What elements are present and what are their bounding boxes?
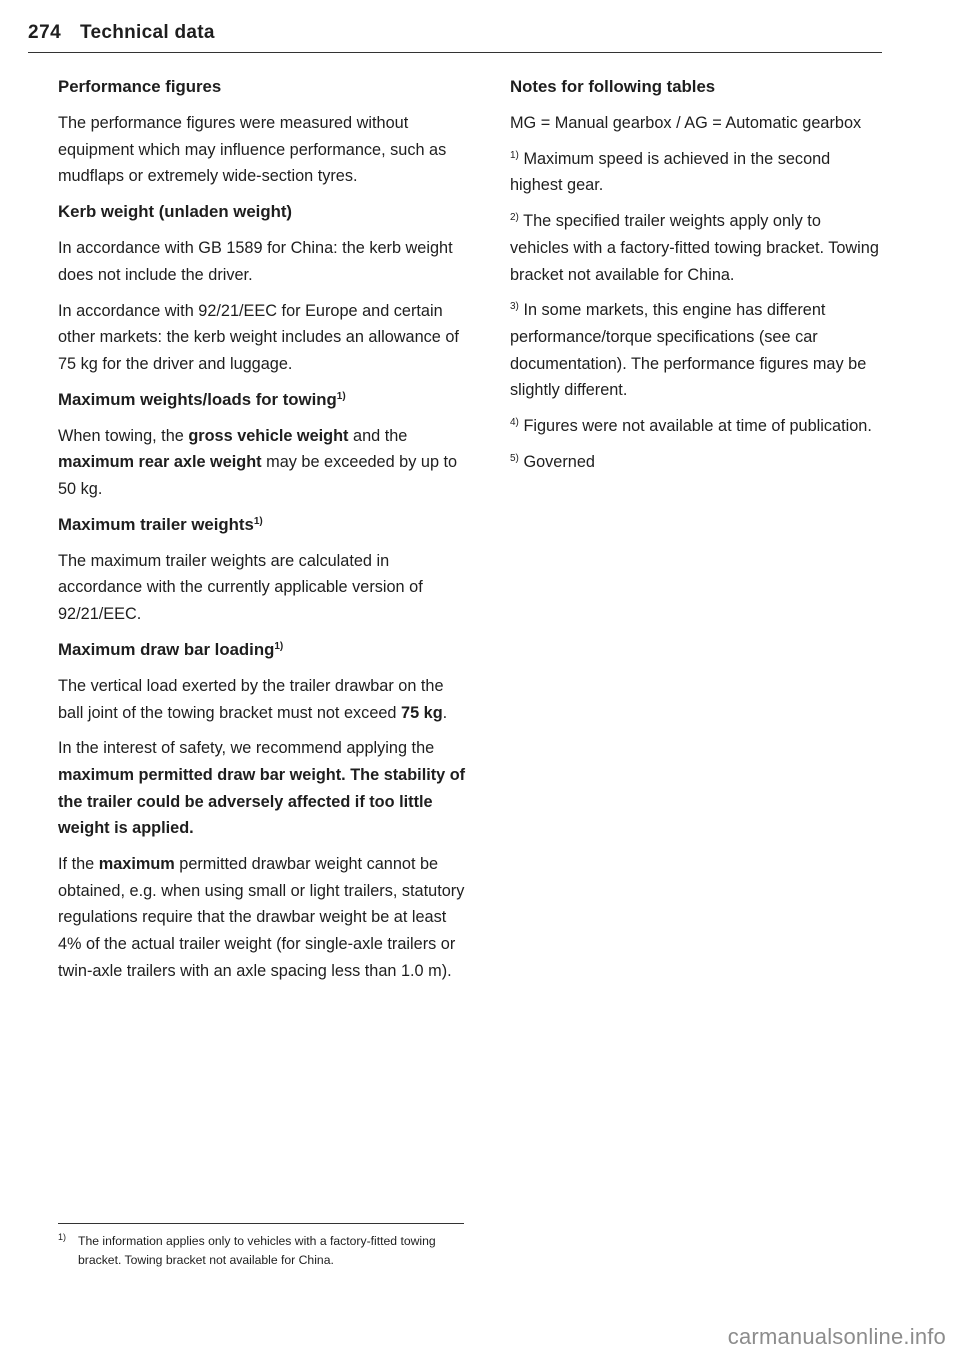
note-item: $^{5)}$ Governed [510, 452, 595, 471]
footnote-ref: 1) [336, 390, 346, 402]
kerb-weight-china-text: In accordance with GB 1589 for China: the kerb weight does not include the driver. [58, 239, 453, 284]
left-column [58, 74, 466, 994]
performance-section [58, 74, 466, 190]
performance-heading: Performance figures [58, 77, 222, 96]
section-title: Technical data [80, 22, 215, 43]
page-number: 274 [28, 22, 62, 43]
footnote-ref: 1) [253, 515, 263, 527]
notes-intro: MG = Manual gearbox / AG = Automatic gearbox [510, 114, 862, 132]
trailer-weights-text: The maximum trailer weights are calculated in accordance with the currently applicable version of 92/21/EEC. [58, 551, 423, 624]
right-column [510, 74, 882, 484]
towing-heading: Maximum weights/loads for towing$^{1)}$ [58, 389, 346, 409]
kerb-weight-heading: Kerb weight (unladen weight) [58, 202, 293, 222]
towing-section [58, 387, 466, 503]
page-header [28, 22, 882, 53]
note-item: $^{3)}$ In some markets, this engine has different performance/torque specifications (see car documentation). The performance figures may be slightly different. [510, 301, 867, 400]
note-item: $^{1)}$ Maximum speed is achieved in the second highest gear. [510, 149, 831, 195]
trailer-weights-section [58, 512, 466, 628]
footnote-mark: 1) [58, 1232, 67, 1242]
footnote-ref: 1) [274, 640, 284, 652]
watermark: carmanualsonline.info [727, 1324, 946, 1349]
drawbar-load-text: The vertical load exerted by the trailer drawbar on the ball joint of the towing bracket must not exceed 75 kg. [58, 676, 448, 722]
notes-heading: Notes for following tables [510, 77, 716, 96]
towing-text: When towing, the gross vehicle weight and the maximum rear axle weight may be exceeded by up to 50 kg. [58, 426, 458, 499]
drawbar-safety-text: In the interest of safety, we recommend applying the maximum permitted draw bar weight. The stability of the trailer could be adversely affected if too little weight is applied. [58, 739, 466, 838]
note-item: $^{4)}$ Figures were not available at time of publication. [510, 417, 872, 436]
note-item: $^{2)}$ The specified trailer weights apply only to vehicles with a factory-fitted towing bracket. Towing bracket not available for China. [510, 212, 879, 284]
footnote-divider [58, 1223, 464, 1224]
drawbar-regulation-text: If the maximum permitted drawbar weight cannot be obtained, e.g. when using small or light trailers, statutory regulations require that the drawbar weight be at least 4% of the actual trailer weight (for single-axle trailers or twin-axle trailers with an axle spacing less than 1.0 m). [58, 855, 465, 980]
performance-text: The performance figures were measured without equipment which may influence performance, such as mudflaps or extremely wide-section tyres. [58, 114, 447, 186]
footnote-text: The information applies only to vehicles with a factory-fitted towing bracket. Towing bracket not available for China. [78, 1234, 436, 1267]
kerb-weight-section [58, 199, 466, 378]
footnote [58, 1232, 464, 1270]
kerb-weight-europe-text: In accordance with 92/21/EEC for Europe and certain other markets: the kerb weight includes an allowance of 75 kg for the driver and luggage. [58, 301, 459, 373]
trailer-weights-heading: Maximum trailer weights$^{1)}$ [58, 514, 263, 534]
drawbar-section [58, 637, 466, 985]
drawbar-heading: Maximum draw bar loading$^{1)}$ [58, 639, 284, 659]
